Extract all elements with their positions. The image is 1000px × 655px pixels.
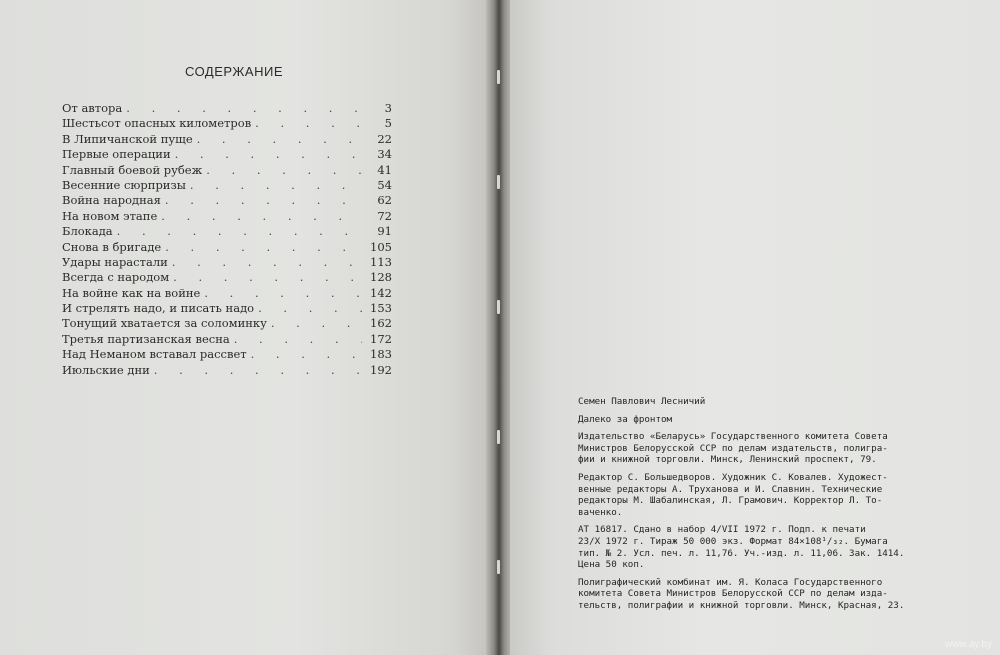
toc-entry-page: 192 (370, 362, 392, 377)
binding-stitch (497, 70, 500, 84)
toc-dot-leader (126, 101, 362, 116)
toc-dot-leader (258, 301, 362, 316)
text-line: фии и книжной торговли. Минск, Ленинский проспект, 79. (578, 454, 877, 466)
text-line: Полиграфический комбинат им. Я. Коласа Государственного (578, 576, 883, 588)
toc-entry (62, 178, 392, 193)
text-line: Цена 50 коп. (578, 559, 645, 571)
toc-entry-title: И стрелять надо, и писать надо (62, 301, 255, 316)
toc-dot-leader (251, 347, 362, 362)
toc-entry-title: В Липичанской пуще (62, 131, 193, 146)
toc-dot-leader (190, 178, 362, 193)
toc-entry-title: Третья партизанская весна (62, 331, 230, 346)
text-line: редакторы М. Шабалинская, Л. Грамович. Корректор Л. То- (578, 495, 883, 507)
toc-dot-leader (271, 316, 362, 331)
toc-entry (62, 363, 392, 378)
toc-entry-title: Главный боевой рубеж (62, 162, 203, 177)
text-line: АТ 16817. Сдано в набор 4/VII 1972 г. Подп. к печати (578, 524, 866, 536)
book-title: Далеко за фронтом (578, 413, 673, 425)
toc-dot-leader (165, 193, 362, 208)
toc-entry-title: От автора (62, 101, 123, 115)
toc-entry-title: На войне как на войне (62, 285, 201, 300)
toc-entry-title: Над Неманом вставал рассвет (62, 347, 247, 362)
toc-entry-title: Война народная (62, 193, 161, 208)
toc-entry-page: 162 (370, 316, 392, 331)
text-line: тип. № 2. Усл. печ. л. 11,76. Уч.-изд. л. 11,06. Зак. 1414. (578, 547, 905, 559)
toc-dot-leader (165, 240, 362, 255)
toc-entry-title: Первые операции (62, 147, 171, 162)
toc-entry-title: Июльские дни (62, 362, 150, 377)
toc-entry-page: 41 (377, 162, 392, 177)
toc-dot-leader (175, 147, 362, 162)
toc-entry-title: Снова в бригаде (62, 239, 162, 254)
watermark: www.ay.by (944, 639, 992, 650)
toc-entry-page: 105 (370, 239, 392, 254)
print-data-block (578, 524, 963, 570)
toc-entry-title: Шестьсот опасных километров (62, 116, 252, 131)
toc-entry (62, 286, 392, 301)
toc-entry (62, 347, 392, 362)
toc-dot-leader (206, 163, 362, 178)
author-name: Семен Павлович Лесничий (578, 396, 706, 407)
toc-dot-leader (154, 363, 362, 378)
toc-entry-title: Тонущий хватается за соломинку (62, 316, 267, 331)
text-line: тельств, полиграфии и книжной торговли. Минск, Красная, 23. (578, 599, 905, 611)
toc-dot-leader (161, 209, 362, 224)
toc-dot-leader (117, 224, 362, 239)
binding-stitch (497, 175, 500, 189)
toc-entry-page: 34 (377, 147, 392, 162)
text-line: Издательство «Беларусь» Государственного комитета Совета (578, 431, 888, 443)
text-line: Редактор С. Большедворов. Художник С. Ковалев. Художест- (578, 471, 888, 483)
toc-entry (62, 147, 392, 162)
text-line: 23/X 1972 г. Тираж 50 000 экз. Формат 84×108¹/₃₂. Бумага (578, 535, 888, 547)
toc-entry-title: Весенние сюрпризы (62, 177, 186, 192)
toc-entry-title: Удары нарастали (62, 254, 168, 269)
text-line: венные редакторы А. Труханова и И. Славнин. Технические (578, 483, 883, 495)
publisher-block (578, 431, 963, 466)
toc-entry (62, 270, 392, 285)
toc-entry (62, 316, 392, 331)
toc-dot-leader (255, 116, 362, 131)
toc-entry (62, 116, 392, 131)
toc-dot-leader (234, 332, 362, 347)
toc-entry-page: 142 (370, 285, 392, 300)
toc-entry-page: 22 (377, 131, 392, 146)
toc-entry (62, 132, 392, 147)
toc-entry (62, 101, 392, 116)
binding-stitch (497, 300, 500, 314)
printer-block (578, 577, 963, 612)
text-line: ваченко. (578, 506, 623, 518)
toc-entry (62, 209, 392, 224)
toc-dot-leader (197, 132, 362, 147)
toc-entry-page: 54 (377, 177, 392, 192)
toc-entry-page: 113 (370, 254, 392, 269)
toc-entry (62, 163, 392, 178)
binding-stitch (497, 430, 500, 444)
toc-entry-title: Блокада (62, 224, 113, 239)
text-line: Министров Белорусской ССР по делам издательств, полигра- (578, 442, 888, 454)
toc-entry-page: 72 (377, 208, 392, 223)
binding-stitch (497, 560, 500, 574)
toc-dot-leader (172, 255, 362, 270)
toc-entry (62, 332, 392, 347)
toc-entry (62, 301, 392, 316)
toc-entry-page: 3 (384, 101, 392, 115)
toc-dot-leader (204, 286, 362, 301)
toc-entry-title: На новом этапе (62, 208, 158, 223)
toc-dot-leader (173, 270, 362, 285)
colophon (578, 396, 963, 618)
toc-entry (62, 240, 392, 255)
editors-block (578, 472, 963, 518)
toc-entry (62, 193, 392, 208)
toc-entry-page: 153 (370, 301, 392, 316)
toc-entry-page: 5 (384, 116, 392, 131)
toc-list (62, 101, 392, 378)
toc-entry-page: 183 (370, 347, 392, 362)
toc-entry-page: 128 (370, 270, 392, 285)
toc-entry (62, 255, 392, 270)
left-page (0, 0, 490, 655)
book-spine-gutter (486, 0, 512, 655)
toc-entry-page: 172 (370, 331, 392, 346)
text-line: комитета Совета Министров Белорусской ССР по делам изда- (578, 588, 888, 600)
toc-entry (62, 224, 392, 239)
toc-entry-title: Всегда с народом (62, 270, 170, 285)
toc-entry-page: 91 (377, 224, 392, 239)
toc-title: СОДЕРЖАНИЕ (185, 64, 284, 79)
toc-entry-page: 62 (377, 193, 392, 208)
